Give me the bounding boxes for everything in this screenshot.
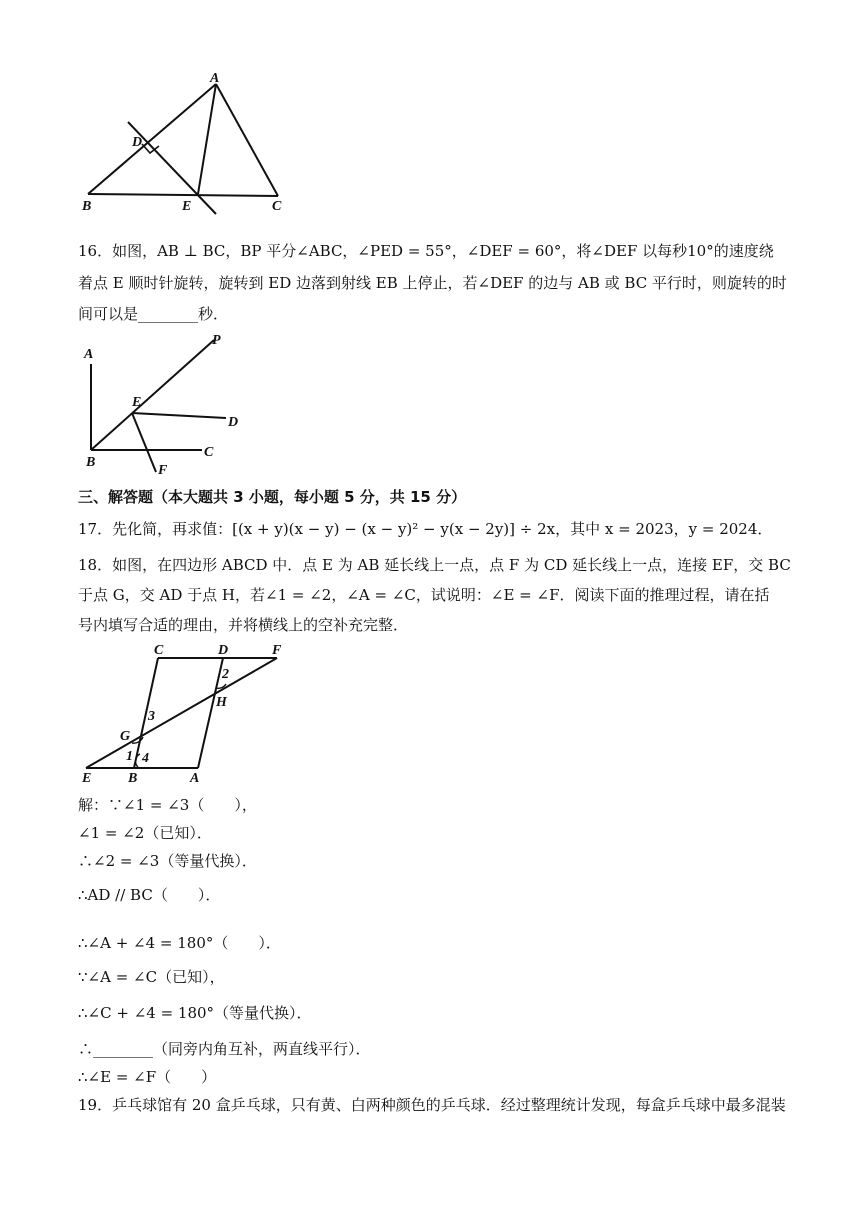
q18-line3: 号内填写合适的理由，并将横线上的空补充完整．: [78, 616, 409, 634]
label-b: B: [82, 199, 92, 214]
figure-q18: [76, 640, 302, 786]
label-a: A: [190, 771, 200, 786]
label-f: F: [158, 463, 168, 478]
label-d: D: [132, 135, 143, 150]
solution-step-1: 解：∵∠1 = ∠3（ ），: [78, 796, 257, 814]
q19-text: 19．乒乓球馆有 20 盒乒乓球，只有黄、白两种颜色的乒乓球．经过整理统计发现，每盒乒乓球中最多混装: [78, 1096, 786, 1114]
label-3: 3: [148, 709, 155, 724]
figure-triangle-abc: [70, 70, 300, 220]
solution-step-5: ∴∠A + ∠4 = 180°（ ）．: [78, 934, 281, 952]
label-d: D: [218, 643, 229, 658]
label-h: H: [216, 695, 227, 710]
label-f: F: [272, 643, 282, 658]
solution-step-2: ∠1 = ∠2（已知）．: [78, 824, 212, 842]
q16-line2: 着点 E 顺时针旋转，旋转到 ED 边落到射线 EB 上停止，若∠DEF 的边与 AB 或 BC 平行时，则旋转的时: [78, 274, 787, 292]
label-c: C: [154, 643, 164, 658]
q18-line2: 于点 G，交 AD 于点 H，若∠1 = ∠2，∠A = ∠C，试说明：∠E = ∠F．阅读下面的推理过程，请在括: [78, 586, 770, 604]
label-c: C: [272, 199, 282, 214]
label-e: E: [82, 771, 92, 786]
label-b: B: [86, 455, 96, 470]
q18-line1: 18．如图，在四边形 ABCD 中．点 E 为 AB 延长线上一点，点 F 为 CD 延长线上一点，连接 EF，交 BC: [78, 556, 791, 574]
label-g: G: [120, 729, 131, 744]
label-p: P: [212, 333, 221, 348]
label-a: A: [210, 71, 220, 86]
solution-step-6: ∵∠A = ∠C（已知），: [78, 968, 225, 986]
q17-text: 17．先化简，再求值：[(x + y)(x − y) − (x − y)² − y(x − 2y)] ÷ 2x，其中 x = 2023，y = 2024．: [78, 520, 773, 538]
label-c: C: [204, 445, 214, 460]
label-e: E: [132, 395, 142, 410]
label-2: 2: [222, 667, 229, 682]
label-d: D: [228, 415, 239, 430]
figure-q16: [74, 330, 274, 478]
label-4: 4: [142, 751, 149, 766]
q16-line3: 间可以是________秒．: [78, 305, 229, 323]
section-heading: 三、解答题（本大题共 3 小题，每小题 5 分，共 15 分）: [78, 488, 467, 506]
solution-step-4: ∴AD // BC（ ）．: [78, 886, 221, 904]
label-e: E: [182, 199, 192, 214]
solution-step-9: ∴∠E = ∠F（ ）: [78, 1068, 217, 1086]
label-a: A: [84, 347, 94, 362]
solution-step-8: ∴________（同旁内角互补，两直线平行）．: [78, 1040, 371, 1058]
label-b: B: [128, 771, 138, 786]
label-1: 1: [126, 749, 133, 764]
q16-line1: 16．如图，AB ⊥ BC，BP 平分∠ABC，∠PED = 55°，∠DEF = 60°，将∠DEF 以每秒10°的速度绕: [78, 242, 774, 260]
solution-step-7: ∴∠C + ∠4 = 180°（等量代换）．: [78, 1004, 312, 1022]
solution-step-3: ∴∠2 = ∠3（等量代换）．: [78, 852, 257, 870]
